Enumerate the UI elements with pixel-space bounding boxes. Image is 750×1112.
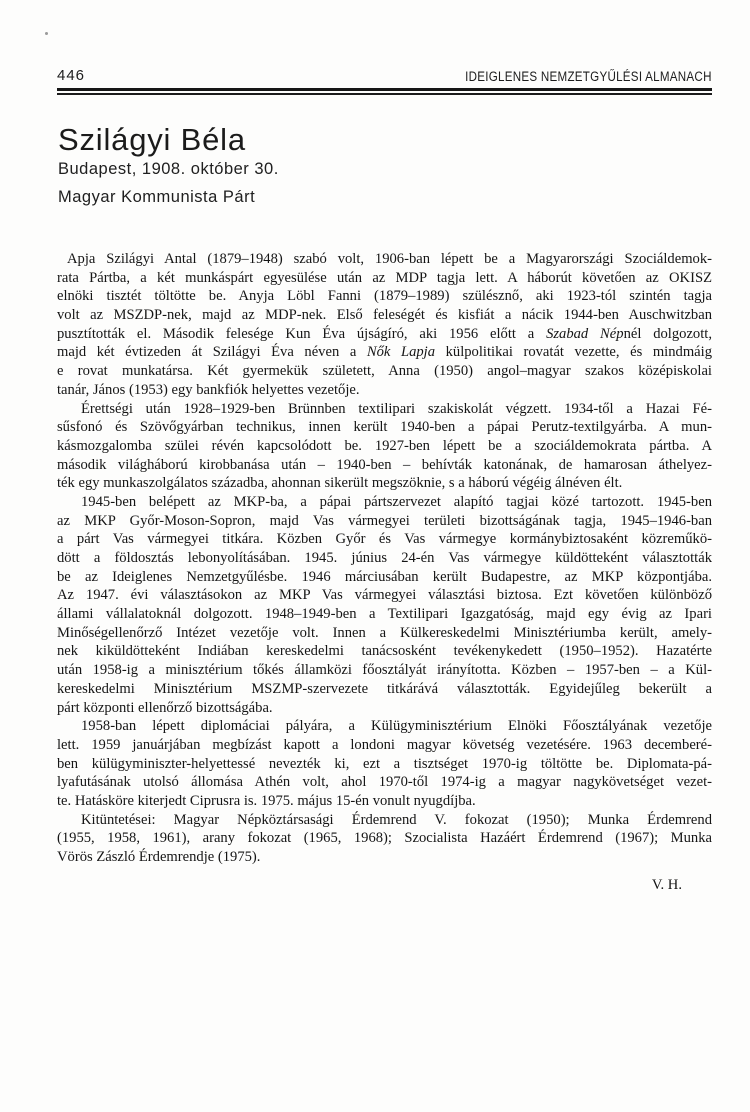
text-line: Vörös Zászló Érdemrendje (1975). [57,849,261,865]
party-name: Magyar Kommunista Párt [58,188,256,206]
text-line: Apja Szilágyi Antal (1879–1948) szabó volt, 1906-ban lépett be a Magyarországi Szociáldemok- [67,251,712,267]
paragraph [57,250,712,400]
text-line: kásmozgalomba szülei révén kapcsolódott be. 1927-ben lépett be a szociáldemokrata pártba. A [57,437,712,454]
text-line: volt az MSZDP-nek, majd az MDP-nek. Első feleségét és kisfiát a nácik 1944-ben Auschwitzban [57,307,712,324]
author-initials: V. H. [651,877,682,893]
paragraph [57,717,712,810]
text-line: második világháború kirobbanása után – 1940-ben – behívták katonának, de hamarosan áthelyez- [57,456,712,473]
person-name: Szilágyi Béla [58,122,246,157]
text-line: tanár, János (1953) egy bankfiók helyettes vezetője. [57,381,360,398]
text-line: kereskedelmi Minisztérium MSZMP-szervezete titkárává választották. Egyidejűleg bekerült a [57,680,712,697]
text-line: állami vállalatoknál dolgozott. 1948–1949-ben a Textilipari Igazgatóság, majd egy évig az Ipari [57,606,712,623]
text-line: ték egy munkaszolgálatos századba, ahonnan sikerült megszöknie, s a háború végéig álnéven élt. [57,475,623,492]
text-line: dött a földosztás lebonyolításában. 1945. június 24-én Vas vármegye küldötteként választották [57,550,712,566]
text-line: Érettségi után 1928–1929-ben Brünnben textilipari szakiskolát végzett. 1934-től a Hazai Fé- [81,400,712,417]
birth-info: Budapest, 1908. október 30. [58,160,279,178]
text-line: 1945-ben belépett az MKP-ba, a pápai pártszervezet alapító tagjai közé tartozott. 1945-ben [81,493,712,510]
text-line: az MKP Győr-Moson-Sopron, majd Vas vármegyei területi bizottságának tagja, 1945–1946-ban [57,512,712,529]
text-line: be az Ideiglenes Nemzetgyűlésbe. 1946 márciusában került Budapestre, az MKP központjába. [57,568,712,585]
text-line: nek kiküldötteként Indiában kereskedelmi tanácsosként tevékenykedett (1950–1952). Hazatérte [57,643,712,660]
page-number: 446 [57,67,86,84]
text-line: sűsfonó és Szövőgyárban technikus, innen került 1940-ben a pápai Perutz-textilgyárba. A mun- [57,419,712,436]
text-line: rata Pártba, a két munkáspárt egyesülése után az MDP tagja lett. A háborút követően az OKISZ [57,269,712,286]
text-line: lyafutásának utolsó állomása Athén volt, ahol 1970-től 1974-ig a magyar nagykövetséget vezet- [57,774,712,791]
text-line: majd két évtizeden át Szilágyi Éva néven a Nők Lapja külpolitikai rovatát vezette, és mindmáig [57,344,712,361]
almanac-title: IDEIGLENES NEMZETGYŰLÉSI ALMANACH [465,69,712,84]
paragraph [57,811,712,867]
text-line: pusztították el. Második felesége Kun Éva újságíró, aki 1956 előtt a Szabad Népnél dolgozott, [57,325,712,342]
text-line: te. Hatásköre kiterjedt Ciprusra is. 1975. május 15-én vonult nyugdíjba. [57,792,476,809]
paragraph [57,400,712,493]
text-line: e rovat munkatársa. Két gyermekük született, Anna (1950) angol–magyar szakos középiskolai [57,363,712,380]
text-line: elnöki tisztét töltötte be. Anyja Löbl Fanni (1879–1989) szülésznő, aki 1923-tól szintén tagja [57,288,712,305]
text-line: (1955, 1958, 1961), arany fokozat (1965, 1968); Szocialista Hazáért Érdemrend (1967); Munka [57,830,712,847]
text-line: lett. 1959 januárjában megbízást kapott a londoni magyar követség vezetésére. 1963 decemberé- [57,736,712,753]
header-rule-thick-line [57,88,712,91]
text-line: Kitüntetései: Magyar Népköztársasági Érdemrend V. fokozat (1950); Munka Érdemrend [81,811,712,828]
biography [57,250,712,867]
text-line: Minőségellenőrző Intézet vezetője volt. Innen a Külkereskedelmi Minisztériumba került, amely- [57,624,712,641]
text-line: 1958-ban lépett diplomáciai pályára, a Külügyminisztérium Elnöki Főosztályának vezetője [81,718,712,735]
text-line: a párt Vas vármegyei titkára. Közben Győr és Vas vármegye kormánybiztosaként közreműkö- [57,531,712,548]
page-header [57,62,712,84]
header-rule-thin-line [57,93,712,95]
header-rule [57,88,712,95]
text-line: után 1958-ig a minisztérium tőkés államközi főosztályát irányította. Közben – 1957-ben – a Kül- [57,662,712,679]
scan-artifact-dot [45,32,48,35]
text-line: ben külügyminiszter-helyettessé nevezték ki, ezt a tisztséget 1970-ig töltötte be. Diplomata-pá- [57,755,712,772]
text-line: Az 1947. évi választásokon az MKP Vas vármegyei választási biztosa. Ezt követően különböző [57,587,712,604]
text-line: párt központi ellenőrző bizottságába. [57,699,273,716]
paragraph [57,493,712,717]
